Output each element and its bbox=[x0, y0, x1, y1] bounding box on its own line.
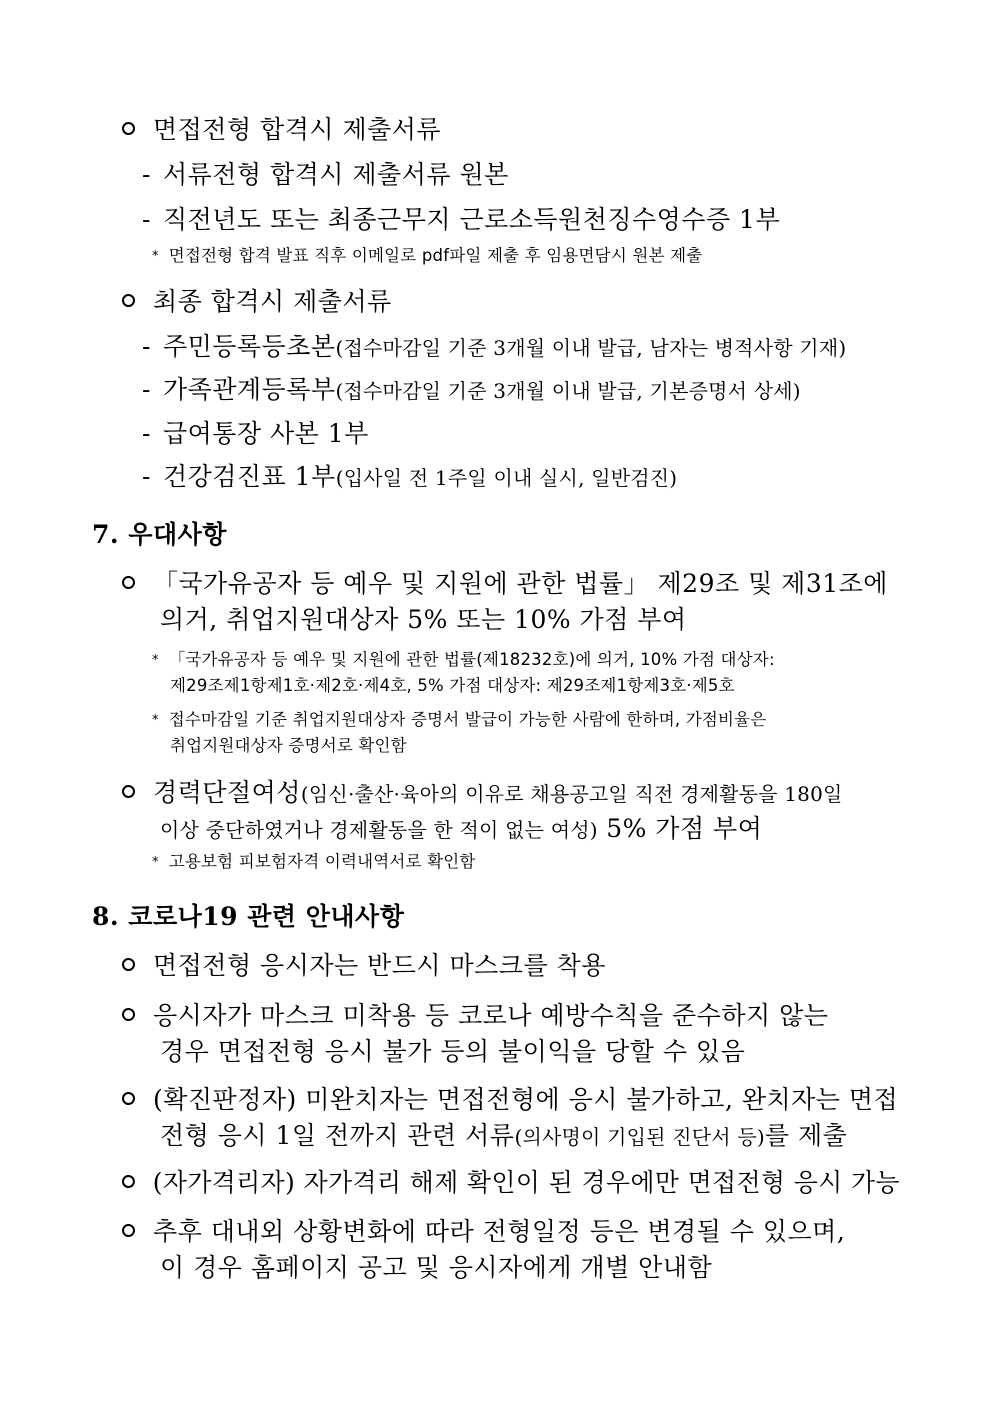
bullet-circle-icon bbox=[122, 785, 135, 798]
bullet-circle-icon bbox=[122, 576, 135, 589]
bullet-circle-icon bbox=[122, 958, 135, 971]
section-7-item-1: 「국가유공자 등 예우 및 지원에 관한 법률」 제29조 및 제31조에 bbox=[122, 568, 888, 599]
list-item: - 주민등록등초본(접수마감일 기준 3개월 이내 발급, 남자는 병적사항 기재) bbox=[142, 332, 847, 361]
section-8-item-5-cont: 이 경우 홈페이지 공고 및 응시자에게 개별 안내함 bbox=[160, 1253, 713, 1282]
section-8-item-3: (확진판정자) 미완치자는 면접전형에 응시 불가하고, 완치자는 면접 bbox=[122, 1084, 898, 1115]
interview-pass-note: * 면접전형 합격 발표 직후 이메일로 pdf파일 제출 후 임용면담시 원본 제출 bbox=[152, 246, 703, 265]
final-pass-title: 최종 합격시 제출서류 bbox=[122, 286, 392, 317]
section-7-note-3: * 고용보험 피보험자격 이력내역서로 확인함 bbox=[152, 852, 476, 871]
bullet-circle-icon bbox=[122, 1092, 135, 1105]
section-8-item-3-cont: 전형 응시 1일 전까지 관련 서류(의사명이 기입된 진단서 등)를 제출 bbox=[160, 1121, 848, 1150]
bullet-circle-icon bbox=[122, 294, 135, 307]
list-item: - 급여통장 사본 1부 bbox=[142, 419, 369, 448]
list-item: - 가족관계등록부(접수마감일 기준 3개월 이내 발급, 기본증명서 상세) bbox=[142, 375, 801, 404]
section-7-note-1: * 「국가유공자 등 예우 및 지원에 관한 법률(제18232호)에 의거, 10% 가점 대상자: bbox=[152, 650, 775, 669]
section-8-item-2: 응시자가 마스크 미착용 등 코로나 예방수칙을 준수하지 않는 bbox=[122, 1000, 828, 1031]
bullet-circle-icon bbox=[122, 1008, 135, 1021]
section-8-heading: 8. 코로나19 관련 안내사항 bbox=[92, 902, 405, 931]
section-7-item-1-cont: 의거, 취업지원대상자 5% 또는 10% 가점 부여 bbox=[160, 605, 687, 634]
section-7-note-2: * 접수마감일 기준 취업지원대상자 증명서 발급이 가능한 사람에 한하며, 가점비율은 bbox=[152, 710, 767, 729]
interview-pass-title: 면접전형 합격시 제출서류 bbox=[122, 114, 441, 145]
section-8-item-4: (자가격리자) 자가격리 해제 확인이 된 경우에만 면접전형 응시 가능 bbox=[122, 1167, 900, 1198]
section-7-item-2-cont: 이상 중단하였거나 경제활동을 한 적이 없는 여성) 5% 가점 부여 bbox=[160, 814, 763, 843]
bullet-circle-icon bbox=[122, 1175, 135, 1188]
bullet-circle-icon bbox=[122, 1224, 135, 1237]
section-7-note-1-cont: 제29조제1항제1호·제2호·제4호, 5% 가점 대상자: 제29조제1항제3호·제5호 bbox=[170, 676, 735, 695]
section-7-item-2: 경력단절여성(임신·출산·육아의 이유로 채용공고일 직전 경제활동을 180일 bbox=[122, 777, 843, 808]
bullet-circle-icon bbox=[122, 122, 135, 135]
list-item: - 서류전형 합격시 제출서류 원본 bbox=[142, 160, 509, 189]
list-item: - 건강검진표 1부(입사일 전 1주일 이내 실시, 일반검진) bbox=[142, 462, 678, 491]
section-7-heading: 7. 우대사항 bbox=[92, 520, 227, 549]
section-7-note-2-cont: 취업지원대상자 증명서로 확인함 bbox=[170, 736, 407, 755]
list-item: - 직전년도 또는 최종근무지 근로소득원천징수영수증 1부 bbox=[142, 205, 781, 234]
section-8-item-1: 면접전형 응시자는 반드시 마스크를 착용 bbox=[122, 950, 606, 981]
section-8-item-2-cont: 경우 면접전형 응시 불가 등의 불이익을 당할 수 있음 bbox=[160, 1037, 746, 1066]
section-8-item-5: 추후 대내외 상황변화에 따라 전형일정 등은 변경될 수 있으며, bbox=[122, 1216, 845, 1247]
